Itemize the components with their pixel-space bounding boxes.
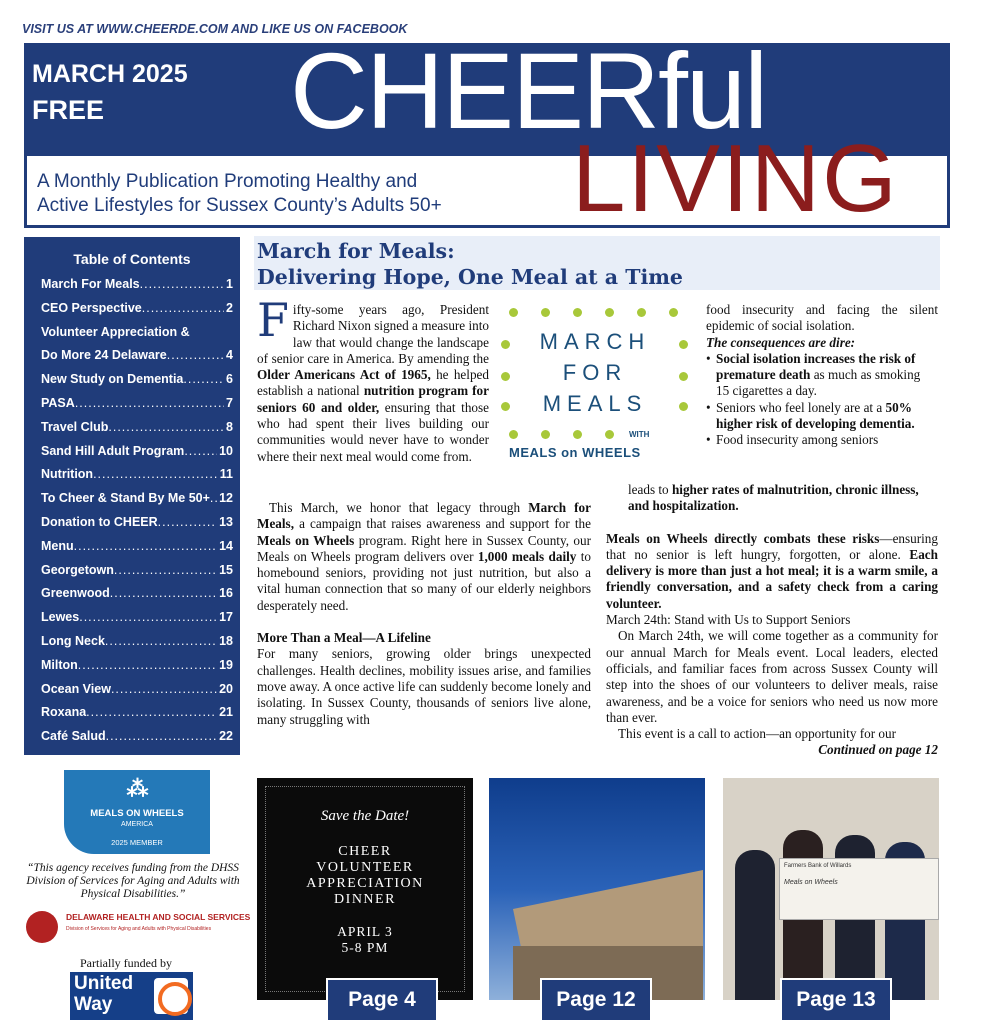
united-way-hand-icon — [154, 978, 188, 1014]
toc-item[interactable] — [41, 273, 233, 297]
toc-item-label: Sand Hill Adult Program — [41, 443, 185, 458]
toc-item[interactable] — [41, 582, 233, 606]
toc-leader-dots — [78, 654, 217, 678]
toc-title: Table of Contents — [73, 251, 191, 267]
toc-item-label: Ocean View — [41, 681, 111, 696]
list-item — [706, 400, 938, 433]
dhss-name: DELAWARE HEALTH AND SOCIAL SERVICES — [66, 912, 251, 922]
issue-date: MARCH 2025 — [32, 60, 188, 88]
event-date: APRIL 3 — [337, 924, 393, 939]
toc-item[interactable] — [41, 606, 233, 630]
logo-dot — [509, 430, 518, 439]
article-col1-bottom — [257, 500, 591, 728]
toc-item-page: 2 — [226, 300, 233, 315]
donation-photo — [731, 800, 931, 1000]
toc-item-label: Long Neck — [41, 633, 105, 648]
toc-leader-dots — [106, 725, 217, 749]
united-way-text — [74, 973, 133, 1015]
toc-item-page: 10 — [219, 443, 233, 458]
toc-item-page: 21 — [219, 705, 233, 720]
text-run: Each delivery is more than just a hot meal; it is a warm smile, a friendly conversation, and a safety check from a caring volunteer. — [606, 546, 938, 611]
toc-item[interactable] — [41, 416, 233, 440]
article-headline — [254, 236, 940, 290]
dhss-seal-icon — [26, 911, 58, 943]
event-title-line: CHEER — [338, 844, 392, 859]
united-way-line-1: United — [74, 973, 134, 994]
toc-item-label: Donation to CHEER — [41, 514, 158, 529]
text-run: he helped establish a national — [257, 367, 489, 399]
event-time: 5-8 PM — [341, 940, 389, 955]
ark-photo-promo[interactable] — [489, 778, 705, 1000]
subhead-lifeline: More Than a Meal—A Lifeline — [257, 630, 431, 646]
united-way-logo — [70, 972, 193, 1020]
page-12-label[interactable]: Page 12 — [540, 978, 652, 1022]
event-title-line: DINNER — [334, 892, 396, 907]
mow-logo-line-3: 2025 MEMBER — [111, 838, 163, 847]
toc-item[interactable] — [41, 392, 233, 416]
toc-item-page: 20 — [219, 681, 233, 696]
toc-item[interactable] — [41, 440, 233, 464]
toc-item[interactable] — [41, 654, 233, 678]
text-run: Meals on Wheels directly combats these risks — [606, 530, 880, 546]
logo-dot — [605, 430, 614, 439]
toc-item-label: Café Salud — [41, 729, 106, 744]
mow-logo-line-1: MEALS ON WHEELS — [90, 808, 184, 819]
toc-item-page: 8 — [226, 419, 233, 434]
table-of-contents — [24, 237, 240, 755]
toc-leader-dots — [210, 487, 217, 511]
page-4-label[interactable]: Page 4 — [326, 978, 438, 1022]
toc-leader-dots — [93, 463, 218, 487]
logo-with: WITH — [629, 430, 650, 439]
toc-item-label: Lewes — [41, 610, 80, 625]
toc-item[interactable] — [41, 344, 233, 368]
partial-funding-label: Partially funded by — [80, 956, 172, 970]
text-run: 1,000 meals daily — [477, 548, 577, 564]
toc-item[interactable] — [41, 297, 233, 321]
text-run: ifty-some years ago, President Richard Nixon signed a measure into law that would change the landscape of senior care in America. By amending the — [257, 302, 489, 366]
list-item — [706, 432, 938, 448]
tagline — [37, 170, 557, 218]
logo-dot — [509, 308, 518, 317]
text-run: higher rates of malnutrition, chronic illness, and hospitalization. — [628, 482, 919, 514]
headline-text — [257, 238, 683, 290]
headline-line-1: March for Meals: — [257, 239, 455, 263]
toc-item-label: Georgetown — [41, 562, 114, 577]
toc-item[interactable] — [41, 368, 233, 392]
toc-item[interactable] — [41, 678, 233, 702]
toc-leader-dots — [79, 606, 217, 630]
logo-word-march: MARCH — [539, 329, 651, 354]
toc-leader-dots — [140, 273, 224, 297]
toc-item-page: 19 — [219, 657, 233, 672]
toc-item-label: March For Meals — [41, 277, 140, 291]
text-run: 50% higher risk of developing dementia. — [716, 399, 915, 432]
toc-item[interactable] — [41, 321, 233, 345]
toc-item-label: Do More 24 Delaware — [41, 348, 167, 363]
toc-item-label: Menu — [41, 538, 74, 553]
text-run: a campaign that raises awareness and support for the — [294, 516, 591, 532]
toc-leader-dots — [184, 440, 217, 464]
toc-leader-dots — [158, 511, 217, 535]
toc-item[interactable] — [41, 487, 233, 511]
toc-leader-dots — [86, 701, 217, 725]
toc-item[interactable] — [41, 511, 233, 535]
logo-word-for: FOR — [562, 360, 628, 385]
save-the-date-promo[interactable] — [257, 778, 473, 1000]
text-run: leads to — [628, 482, 672, 497]
toc-item-page: 12 — [219, 491, 233, 506]
meals-on-wheels-america-logo — [64, 770, 210, 854]
masthead-title: CHEERful — [290, 30, 767, 151]
text-run: ensuring that those who had spent their lives building our communities would never have to wonder where their next meal would come from. — [257, 399, 489, 464]
donation-check — [779, 858, 939, 920]
event-title — [257, 844, 473, 908]
issue-price: FREE — [32, 95, 105, 125]
text-run: to homebound seniors, providing not just nutrition, but also a vital human connection that so many of our elderly neighbors desperately need. — [257, 548, 592, 613]
subhead-march-24: March 24th: Stand with Us to Support Seniors — [606, 612, 851, 628]
logo-word-meals: MEALS — [542, 391, 648, 416]
paragraph-challenges: For many seniors, growing older brings unexpected challenges. Health declines, mobility issues arise, and families move away. A once active life can suddenly become lonely and isolating. In Sussex County, thousands of seniors live alone, many struggling with — [257, 646, 591, 727]
toc-item-label: New Study on Dementia — [41, 372, 184, 387]
text-run: Seniors who feel lonely are at a — [716, 399, 886, 415]
text-run: Food insecurity among seniors — [716, 432, 879, 448]
drop-cap: F — [257, 293, 289, 347]
continued-link[interactable]: Continued on page 12 — [818, 742, 938, 758]
text-run: Older Americans Act of 1965, — [257, 367, 431, 383]
dhss-division: Division of Services for Aging and Adults with Physical Disabilities — [66, 926, 212, 932]
toc-item-page: 18 — [219, 633, 233, 648]
text-run: 15 cigarettes a day. — [716, 383, 817, 399]
toc-item-page: 22 — [219, 729, 233, 744]
toc-item-page: 1 — [226, 277, 233, 291]
text-run: program. Right here in Sussex County, our Meals on Wheels program delivers over — [257, 532, 591, 564]
united-way-line-2: Way — [74, 994, 113, 1015]
mow-logo-line-2: AMERICA — [121, 821, 153, 828]
toc-leader-dots — [111, 678, 217, 702]
toc-item-page: 15 — [219, 562, 233, 577]
tagline-line-1: A Monthly Publication Promoting Healthy and — [37, 171, 418, 192]
toc-item[interactable] — [41, 463, 233, 487]
text-run: as much as smoking — [810, 367, 921, 383]
article-col1-top — [257, 293, 489, 465]
check-payee: Meals on Wheels — [784, 879, 838, 886]
paragraph-event: On March 24th, we will come together as a community for our annual March for Meals event. Local leaders, elected officials, and familiar faces from across Sussex County will step into the shoes of our volunteers to deliver meals, raise awareness, and be a voice for seniors who need us now more than ever. — [606, 628, 938, 725]
toc-item-label: CEO Perspective — [41, 300, 142, 315]
masthead — [24, 30, 950, 232]
logo-brand: MEALS on WHEELS — [509, 445, 641, 460]
event-title-line: APPRECIATION — [306, 876, 424, 891]
page-13-label[interactable]: Page 13 — [780, 978, 892, 1022]
toc-leader-dots — [75, 392, 224, 416]
paragraph-combats — [606, 531, 938, 612]
text-run: Meals on Wheels — [257, 532, 355, 548]
article-col2-bottom — [606, 482, 938, 759]
list-item — [706, 351, 938, 400]
consequences-list — [706, 351, 938, 449]
paragraph-legacy — [257, 500, 591, 614]
toc-item[interactable] — [41, 725, 233, 749]
toc-leader-dots — [167, 344, 224, 368]
masthead-subtitle: LIVING — [572, 125, 899, 232]
toc-item-label: To Cheer & Stand By Me 50+ — [41, 491, 210, 506]
toc-item-page: 11 — [219, 467, 233, 482]
text-run: nutrition program for seniors 60 and older, — [257, 383, 489, 415]
headline-line-2: Delivering Hope, One Meal at a Time — [257, 265, 683, 289]
paragraph-epidemic: food insecurity and facing the silent epidemic of social isolation. — [706, 302, 938, 334]
toc-leader-dots — [105, 630, 217, 654]
funding-statement: “This agency receives funding from the DHSS Division of Services for Aging and Adults with Physical Disabilities.” — [26, 862, 240, 900]
event-when — [257, 924, 473, 956]
march-for-meals-logo — [495, 302, 695, 472]
toc-leader-dots — [110, 582, 217, 606]
toc-item-label: Nutrition — [41, 467, 94, 482]
consequences-heading: The consequences are dire: — [706, 334, 856, 350]
text-run: This March, we honor that legacy through — [269, 500, 529, 515]
logo-dot — [541, 308, 550, 317]
toc-leader-dots — [183, 368, 224, 392]
event-title-line: VOLUNTEER — [316, 860, 414, 875]
toc-item-label: Greenwood — [41, 586, 110, 601]
toc-leader-dots — [74, 535, 217, 559]
article-col2-top — [706, 302, 938, 449]
toc-leader-dots — [108, 416, 224, 440]
logo-dot — [573, 308, 582, 317]
toc-item[interactable] — [41, 535, 233, 559]
toc-item-label: Volunteer Appreciation & — [41, 324, 190, 339]
toc-item-page: 7 — [226, 395, 233, 410]
text-run: —ensuring that no senior is left hungry, forgotten, or alone. — [606, 530, 938, 562]
person — [735, 850, 775, 1000]
toc-item-page: 16 — [219, 586, 233, 601]
logo-dot — [637, 308, 646, 317]
toc-item-page: 4 — [226, 348, 233, 363]
toc-item-page: 17 — [219, 610, 233, 625]
toc-item-page: 14 — [219, 538, 233, 553]
mow-mark-icon: ⁂ — [126, 776, 148, 801]
text-run: Social isolation increases the risk of premature death — [716, 350, 916, 383]
check-bank: Farmers Bank of Willards — [784, 863, 852, 869]
text-run: March for Meals, — [257, 500, 591, 532]
toc-item-page: 13 — [219, 514, 233, 529]
toc-item-label: Milton — [41, 657, 78, 672]
paragraph-food-insecurity — [606, 482, 938, 515]
toc-item-label: PASA — [41, 395, 75, 410]
toc-item[interactable] — [41, 630, 233, 654]
dhss-logo — [26, 909, 251, 945]
toc-item[interactable] — [41, 559, 233, 583]
toc-item-page: 6 — [226, 372, 233, 387]
tagline-line-2: Active Lifestyles for Sussex County’s Adults 50+ — [37, 195, 442, 216]
website-banner[interactable]: VISIT US AT WWW.CHEERDE.COM AND LIKE US ON FACEBOOK — [22, 22, 408, 36]
logo-dot — [573, 430, 582, 439]
logo-dot — [605, 308, 614, 317]
donation-photo-promo[interactable] — [723, 778, 939, 1000]
save-the-date-text: Save the Date! — [320, 808, 410, 824]
toc-leader-dots — [114, 559, 217, 583]
paragraph-call-to-action: This event is a call to action—an opportunity for our — [618, 726, 896, 742]
toc-item-label: Travel Club — [41, 419, 109, 434]
logo-dot — [669, 308, 678, 317]
toc-leader-dots — [142, 297, 224, 321]
toc-item[interactable] — [41, 701, 233, 725]
toc-list — [41, 273, 233, 749]
toc-item-label: Roxana — [41, 705, 87, 720]
logo-dot — [541, 430, 550, 439]
